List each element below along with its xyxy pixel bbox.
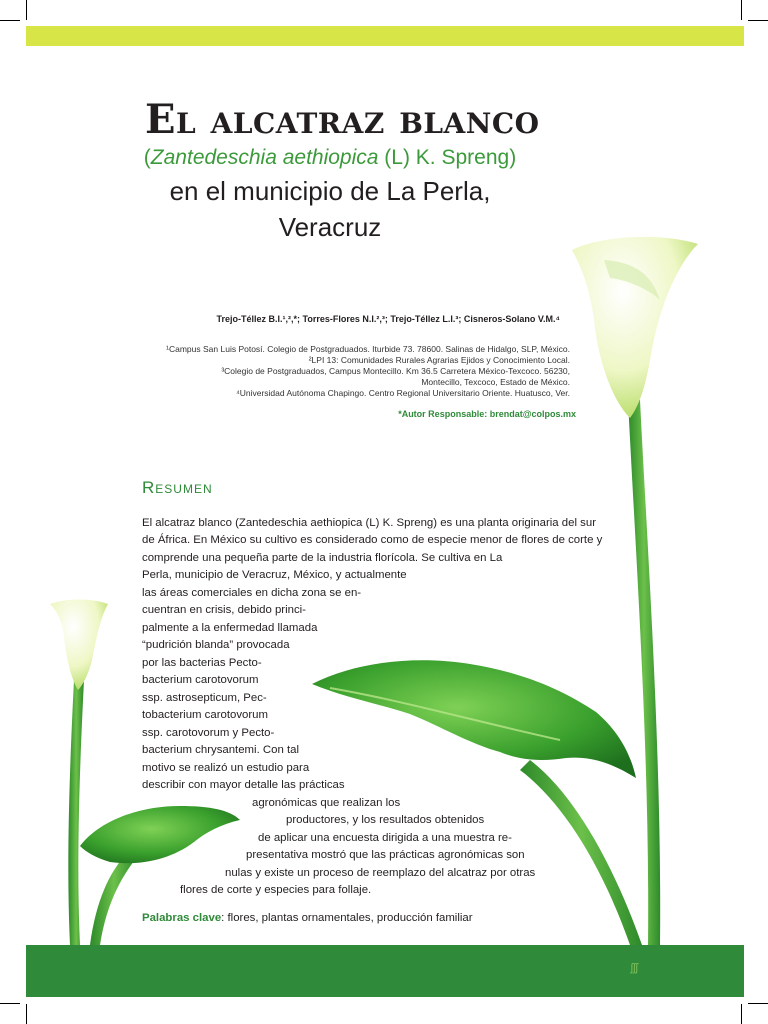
article-title: El alcatraz blanco <box>145 96 540 143</box>
abstract-line: flores de corte y especies para follaje. <box>180 884 372 896</box>
abstract-line: nulas y existe un proceso de reemplazo del alcatraz por otras <box>225 867 536 879</box>
abstract-line: de África. En México su cultivo es considerado como de especie menor de flores de corte y <box>142 534 603 546</box>
affiliation-line: ³Colegio de Postgraduados, Campus Montecillo. Km 36.5 Carretera México-Texcoco. 56230, <box>221 366 570 376</box>
abstract-line: presentativa mostró que las prácticas agronómicas son <box>246 849 525 861</box>
abstract-line: agronómicas que realizan los <box>252 797 401 809</box>
affiliation-line: Montecillo, Texcoco, Estado de México. <box>421 377 570 387</box>
keywords <box>142 910 473 928</box>
scientific-name: Zantedeschia aethiopica <box>150 146 379 169</box>
abstract-line: ssp. carotovorum y Pecto- <box>142 727 275 739</box>
page-number: ʃʃʃ <box>630 962 638 974</box>
abstract-line: de aplicar una encuesta dirigida a una muestra re- <box>258 832 512 844</box>
scientific-name-line: (Zantedeschia aethiopica (L) K. Spreng) <box>143 146 517 169</box>
abstract-line: bacterium carotovorum <box>142 674 259 686</box>
affiliations <box>130 344 570 399</box>
subtitle-line-1: en el municipio de La Perla, <box>169 176 491 206</box>
abstract-line: por las bacterias Pecto- <box>142 657 262 669</box>
abstract-line: Perla, municipio de Veracruz, México, y actualmente <box>142 569 407 581</box>
abstract-line: comprende una pequeña parte de la industria florícola. Se cultiva en La <box>142 552 503 564</box>
abstract-line: “pudrición blanda” provocada <box>142 639 290 651</box>
abstract-line: motivo se realizó un estudio para <box>142 762 310 774</box>
abstract-line: cuentran en crisis, debido princi- <box>142 604 306 616</box>
abstract-line: describir con mayor detalle las prácticas <box>142 779 345 791</box>
affiliation-line: ¹Campus San Luis Potosí. Colegio de Postgraduados. Iturbide 73. 78600. Salinas de Hidalgo, SLP, México. <box>166 344 570 354</box>
section-heading-resumen: Resumen <box>142 478 213 497</box>
abstract-line: tobacterium carotovorum <box>142 709 268 721</box>
abstract-line: bacterium chrysantemi. Con tal <box>142 744 299 756</box>
responsible-author: *Autor Responsable: brendat@colpos.mx <box>398 409 576 419</box>
abstract-line: ssp. astrosepticum, Pec- <box>142 692 267 704</box>
affiliation-line: ²LPI 13: Comunidades Rurales Agrarias Ejidos y Conocimiento Local. <box>308 355 570 365</box>
abstract-line: las áreas comerciales en dicha zona se en- <box>142 587 362 599</box>
keywords-text: : flores, plantas ornamentales, producción familiar <box>221 912 473 924</box>
abstract-line: productores, y los resultados obtenidos <box>286 814 485 826</box>
subtitle-line-2: Veracruz <box>278 212 382 242</box>
authors: Trejo-Téllez B.I.¹,²,*; Torres-Flores N.I.²,³; Trejo-Téllez L.I.³; Cisneros-Solano V.M.⁴ <box>216 314 560 324</box>
abstract-line: palmente a la enfermedad llamada <box>142 622 318 634</box>
affiliation-line: ⁴Universidad Autónoma Chapingo. Centro Regional Universitario Oriente. Huatusco, Ver. <box>236 388 570 398</box>
abstract-line: El alcatraz blanco (Zantedeschia aethiopica (L) K. Spreng) es una planta originaria del sur <box>142 517 596 529</box>
keywords-label: Palabras clave <box>142 912 222 924</box>
